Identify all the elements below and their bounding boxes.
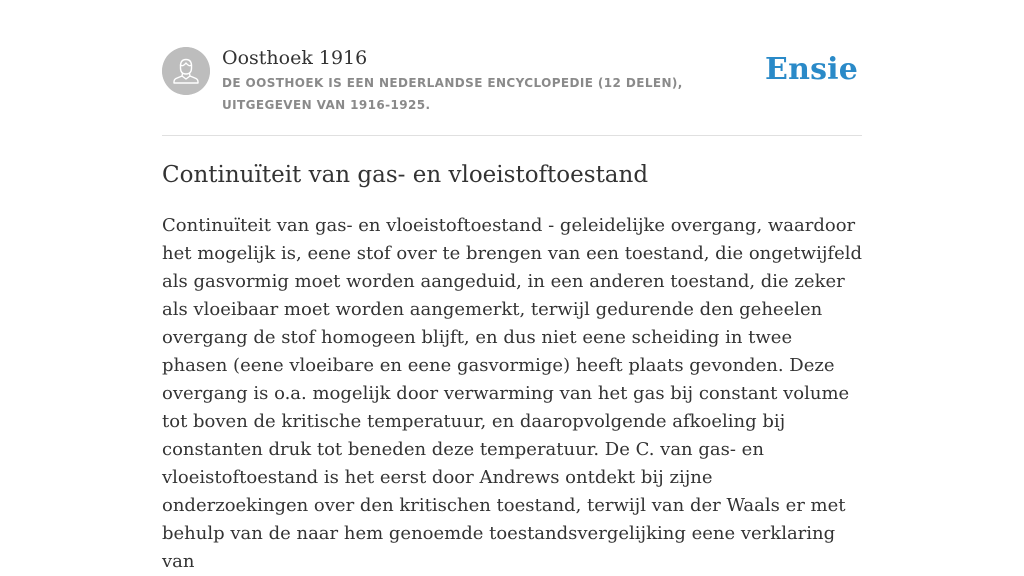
source-name[interactable]: Oosthoek 1916: [222, 47, 368, 69]
source-description: DE OOSTHOEK IS EEN NEDERLANDSE ENCYCLOPEDIE (12 DELEN), UITGEGEVEN VAN 1916-1925.: [222, 76, 683, 112]
page: [162, 0, 863, 572]
article-body: Continuïteit van gas- en vloeistoftoestand - geleidelijke overgang, waardoor het mogelijk is, eene stof over te brengen van een toestand, die ongetwijfeld als gasvormig moet worden aangeduid, in een anderen toestand, die zeker als vloeibaar moet worden aangemerkt, terwijl gedurende den geheelen overgang de stof homogeen blijft, en dus niet eene scheiding in twee phasen (eene vloeibare en eene gasvormige) heeft plaats gevonden. Deze overgang is o.a. mogelijk door verwarming van het gas bij constant volume tot boven de kritische temperatuur, en daaropvolgende afkoeling bij constanten druk tot beneden deze temperatuur. De C. van gas- en vloeistoftoestand is het eerst door Andrews ontdekt bij zijne onderzoekingen over den kritischen toestand, terwijl van der Waals er met behulp van de naar hem genoemde toestandsvergelijking eene verklaring van: [162, 215, 863, 572]
user-placeholder-icon[interactable]: [162, 47, 210, 95]
source-header: [162, 0, 862, 136]
article-title: Continuïteit van gas- en vloeistoftoestand: [162, 162, 649, 188]
ensie-logo[interactable]: Ensie: [765, 52, 859, 87]
